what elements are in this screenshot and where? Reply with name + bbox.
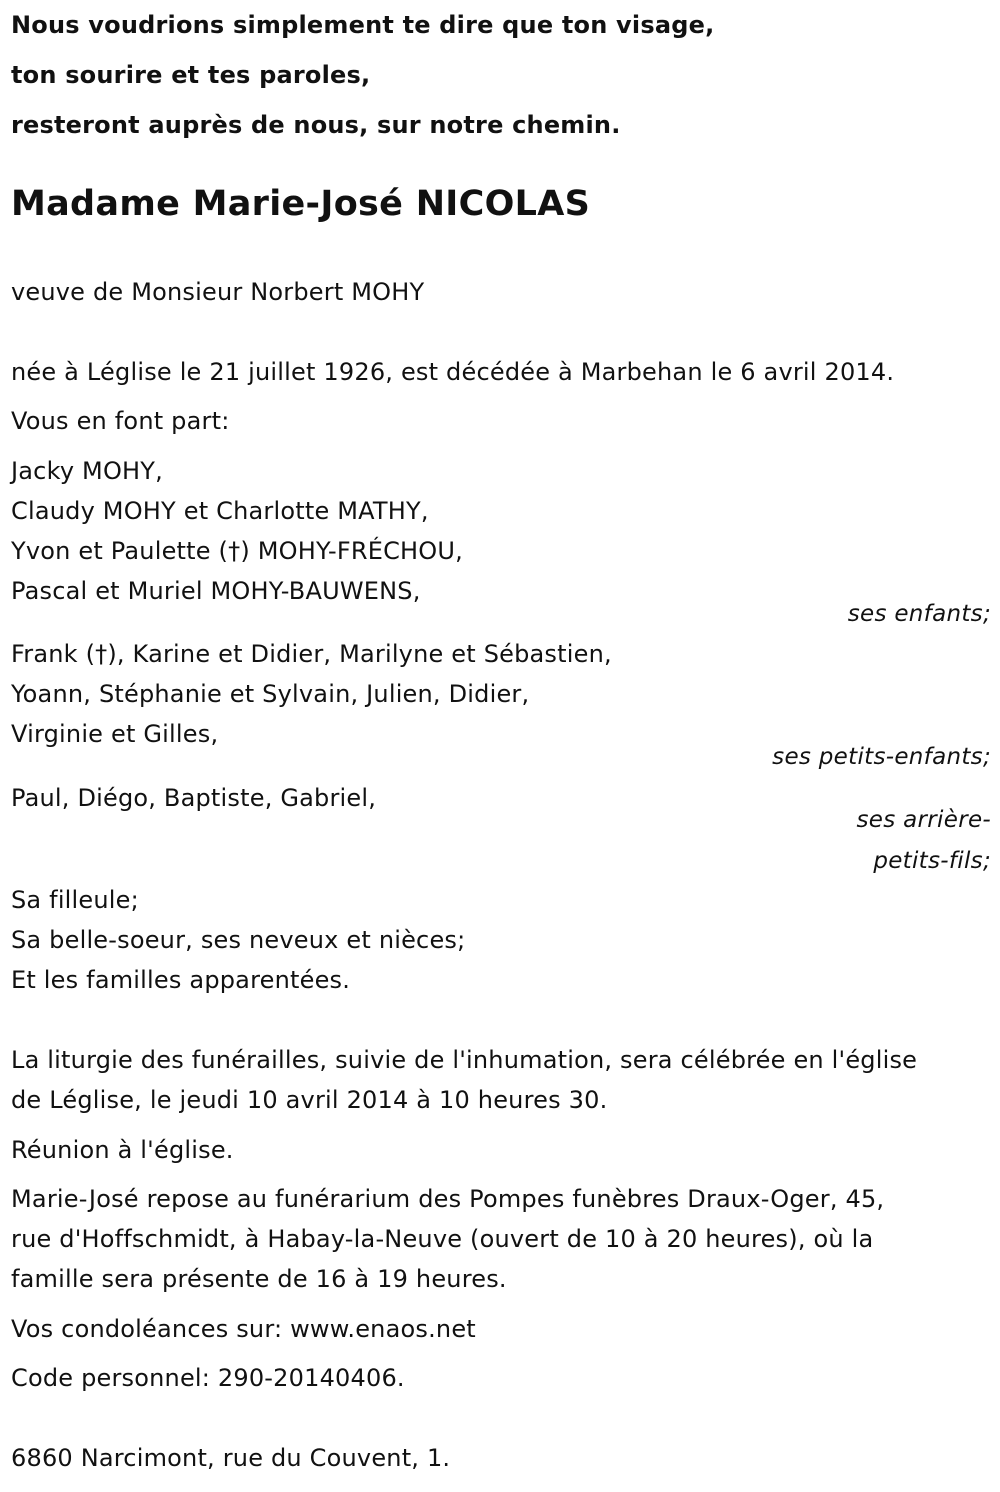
- spouse-line: veuve de Monsieur Norbert MOHY: [11, 278, 425, 306]
- poem-line-2: ton sourire et tes paroles,: [11, 61, 371, 89]
- personal-code-line: Code personnel: 290-20140406.: [11, 1364, 405, 1392]
- child-line: Yvon et Paulette (†) MOHY-FRÉCHOU,: [11, 537, 463, 565]
- grandchild-line: Virginie et Gilles,: [11, 720, 219, 748]
- grandchild-line: Yoann, Stéphanie et Sylvain, Julien, Didier,: [11, 680, 530, 708]
- great-grandchild-line: Paul, Diégo, Baptiste, Gabriel,: [11, 784, 377, 812]
- grandchildren-label: ses petits-enfants;: [772, 744, 991, 770]
- child-line: Claudy MOHY et Charlotte MATHY,: [11, 497, 429, 525]
- other-family-line: Sa belle-soeur, ses neveux et nièces;: [11, 926, 466, 954]
- other-family-line: Sa filleule;: [11, 886, 139, 914]
- grandchild-line: Frank (†), Karine et Didier, Marilyne et Sébastien,: [11, 640, 612, 668]
- other-family-line: Et les familles apparentées.: [11, 966, 351, 994]
- great-grandchildren-label-2: petits-fils;: [873, 848, 991, 874]
- great-grandchildren-label-1: ses arrière-: [856, 807, 991, 833]
- poem-line-1: Nous voudrions simplement te dire que ton visage,: [11, 11, 715, 39]
- meeting-line: Réunion à l'église.: [11, 1136, 234, 1164]
- rest-line-1: Marie-José repose au funérarium des Pompes funèbres Draux-Oger, 45,: [11, 1185, 885, 1213]
- deceased-name: Madame Marie-José NICOLAS: [11, 184, 591, 224]
- children-label: ses enfants;: [847, 601, 991, 627]
- rest-line-2: rue d'Hoffschmidt, à Habay-la-Neuve (ouvert de 10 à 20 heures), où la: [11, 1225, 874, 1253]
- rest-line-3: famille sera présente de 16 à 19 heures.: [11, 1265, 507, 1293]
- liturgy-line-2: de Léglise, le jeudi 10 avril 2014 à 10 heures 30.: [11, 1086, 608, 1114]
- condolences-line: Vos condoléances sur: www.enaos.net: [11, 1315, 476, 1343]
- child-line: Pascal et Muriel MOHY-BAUWENS,: [11, 577, 421, 605]
- liturgy-line-1: La liturgie des funérailles, suivie de l'inhumation, sera célébrée en l'église: [11, 1046, 918, 1074]
- poem-line-3: resteront auprès de nous, sur notre chemin.: [11, 111, 621, 139]
- address-line: 6860 Narcimont, rue du Couvent, 1.: [11, 1444, 451, 1472]
- birth-death-line: née à Léglise le 21 juillet 1926, est décédée à Marbehan le 6 avril 2014.: [11, 358, 895, 386]
- child-line: Jacky MOHY,: [11, 457, 163, 485]
- announcers-intro: Vous en font part:: [11, 407, 230, 435]
